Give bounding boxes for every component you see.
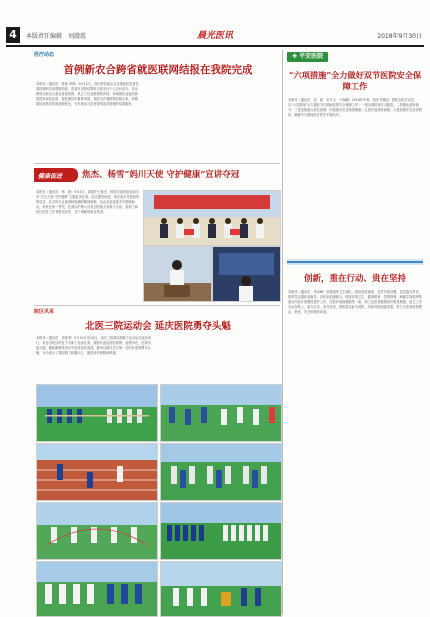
photo-sports-team-photo-image <box>161 503 281 559</box>
photo-sports-awards-image <box>161 562 281 616</box>
photo-contest-award-ceremony <box>143 190 281 246</box>
issue-date: 2018年9月30日 <box>377 33 422 40</box>
photo-contest-award-ceremony-image <box>144 191 280 245</box>
photo-sports-opening-image <box>37 562 157 616</box>
page-number: 4 <box>6 27 20 43</box>
photo-sports-jump-rope <box>36 502 158 560</box>
photo-sports-team-photo <box>160 502 282 560</box>
article-body-innovation: 本报讯（通讯员 李卓峰）创建国家卫生城区，我院高度重视，及早安排部署，层层落实责任。院领导定期检查督导，各科室积极配合，围绕环境卫生、健康教育、控烟管理、病媒生物防制等重点内容开展整改提升工作。医院环境面貌焕然一新，职工及患者健康意识明显增强。创卫工作永远在路上，重在行动、贵在坚持，我院将以此为契机，持续巩固创建成果，努力为患者营造整洁、舒适、安全的就医环境。 <box>288 290 422 314</box>
headline-sports-meet: 北医三院运动会 延庆医院勇夺头魁 <box>85 321 231 332</box>
ribbon-decoration <box>287 255 423 269</box>
photo-sports-jump-rope-image <box>37 503 157 559</box>
section-tag-campus: 院区风采 <box>34 309 55 315</box>
article-divider <box>34 305 280 306</box>
article-body-six-measures: 本报讯（通讯员 刘 颖 宋作玉 于海鹏）2018年中秋、国庆节期间，我院全院总动员，以“六项措施”全力做好节日期间医院安全保障工作：一是全面排查安全隐患；二是强化值班值守；三是加强重点部位管理；四是做好应急物资储备；五是开展消防演练；六是加强安全宣传教育，确保节日期间医疗秩序平稳有序。 <box>288 98 422 117</box>
article-body-sports-meet: 本报讯（通讯员 李春秀）9月15日至16日，北医三院第四届职工运动会在延庆举行，来自各院区的近千名职工参加比赛。我院代表队团结拼搏、奋勇争先，在拔河、接力跑、趣味跳绳等项目中取得优异成绩，最终以团体总分第一名的好成绩勇夺头魁，充分展示了我院职工积极向上、团结协作的精神风貌。 <box>36 336 154 355</box>
badge-label: 平安医院 <box>299 53 324 60</box>
photo-contest-speaker-1 <box>143 246 212 302</box>
photo-sports-relay <box>36 443 158 501</box>
photo-sports-awards <box>160 561 282 617</box>
photo-sports-tug-of-war-image <box>37 385 157 441</box>
section-badge-safe-hospital <box>287 52 328 62</box>
headline-six-measures: “六项措施”全力做好双节医院安全保障工作 <box>288 70 422 91</box>
photo-contest-speaker-2-image <box>213 247 280 301</box>
article-body-speech-contest: 本报讯（通讯员 杨 晨）9月4日，我院护士焦杰、杨雪代表医院参加全市“白衣天使 守护健康”主题宣讲比赛，经过激烈角逐，两位选手凭借真挚的讲述、扎实的专业素养和饱满的精神面貌，从众多参赛选手中脱颖而出，荣获比赛一等奖。比赛以护理人员身边的感人故事为主线，展现了新时代医务工作者救死扶伤、甘于奉献的职业风采。 <box>36 190 140 214</box>
header-rule <box>6 45 424 47</box>
photo-contest-speaker-2 <box>212 246 281 302</box>
leaf-icon: ✚ <box>292 53 300 60</box>
photo-contest-speaker-1-image <box>144 247 211 301</box>
article-body-settlement: 本报讯（通讯员 陈涛 李琦）9月12日，首位跨省新农合异地就医患者在我院顺利完成联网结报。患者在出院结算时只需支付个人自付部分，其余费用由新农合基金直接结算，免去了往返报销的奔波。异地就医直接结算是国家深化医改、便民惠民的重要举措，我院自开通联网结报以来，积极做好政策宣传和流程优化，为外地参合患者提供高效便捷的结算服务。 <box>36 82 139 106</box>
masthead-title: 晨光医讯 <box>197 31 234 41</box>
article-divider <box>34 163 280 164</box>
headline-innovation: 创新，重在行动、贵在坚持 <box>303 274 406 284</box>
section-tag-health-promotion: 健康促进 <box>38 173 63 180</box>
photo-sports-relay-image <box>37 444 157 500</box>
headline-speech-contest: 焦杰、杨雪“妈川天使 守护健康”宣讲夺冠 <box>82 170 240 180</box>
article-body-sports-meet-cont <box>160 336 280 380</box>
photo-sports-group-1-image <box>161 385 281 441</box>
decorative-ribbon <box>287 254 423 268</box>
photo-sports-group-2-image <box>161 444 281 500</box>
photo-sports-opening <box>36 561 158 617</box>
section-banner-health <box>34 168 78 182</box>
photo-sports-tug-of-war <box>36 384 158 442</box>
article-body-settlement-cont <box>142 82 280 158</box>
editors-credit: 本版责任编辑 刘澈霞 <box>26 33 87 40</box>
headline-cross-province-settlement: 首例新农合跨省就医联网结报在我院完成 <box>63 64 253 76</box>
photo-sports-group-1 <box>160 384 282 442</box>
column-divider <box>282 50 283 615</box>
section-tag-medical-news: 医疗动态 <box>34 52 55 58</box>
photo-sports-group-2 <box>160 443 282 501</box>
page-header <box>0 0 430 46</box>
